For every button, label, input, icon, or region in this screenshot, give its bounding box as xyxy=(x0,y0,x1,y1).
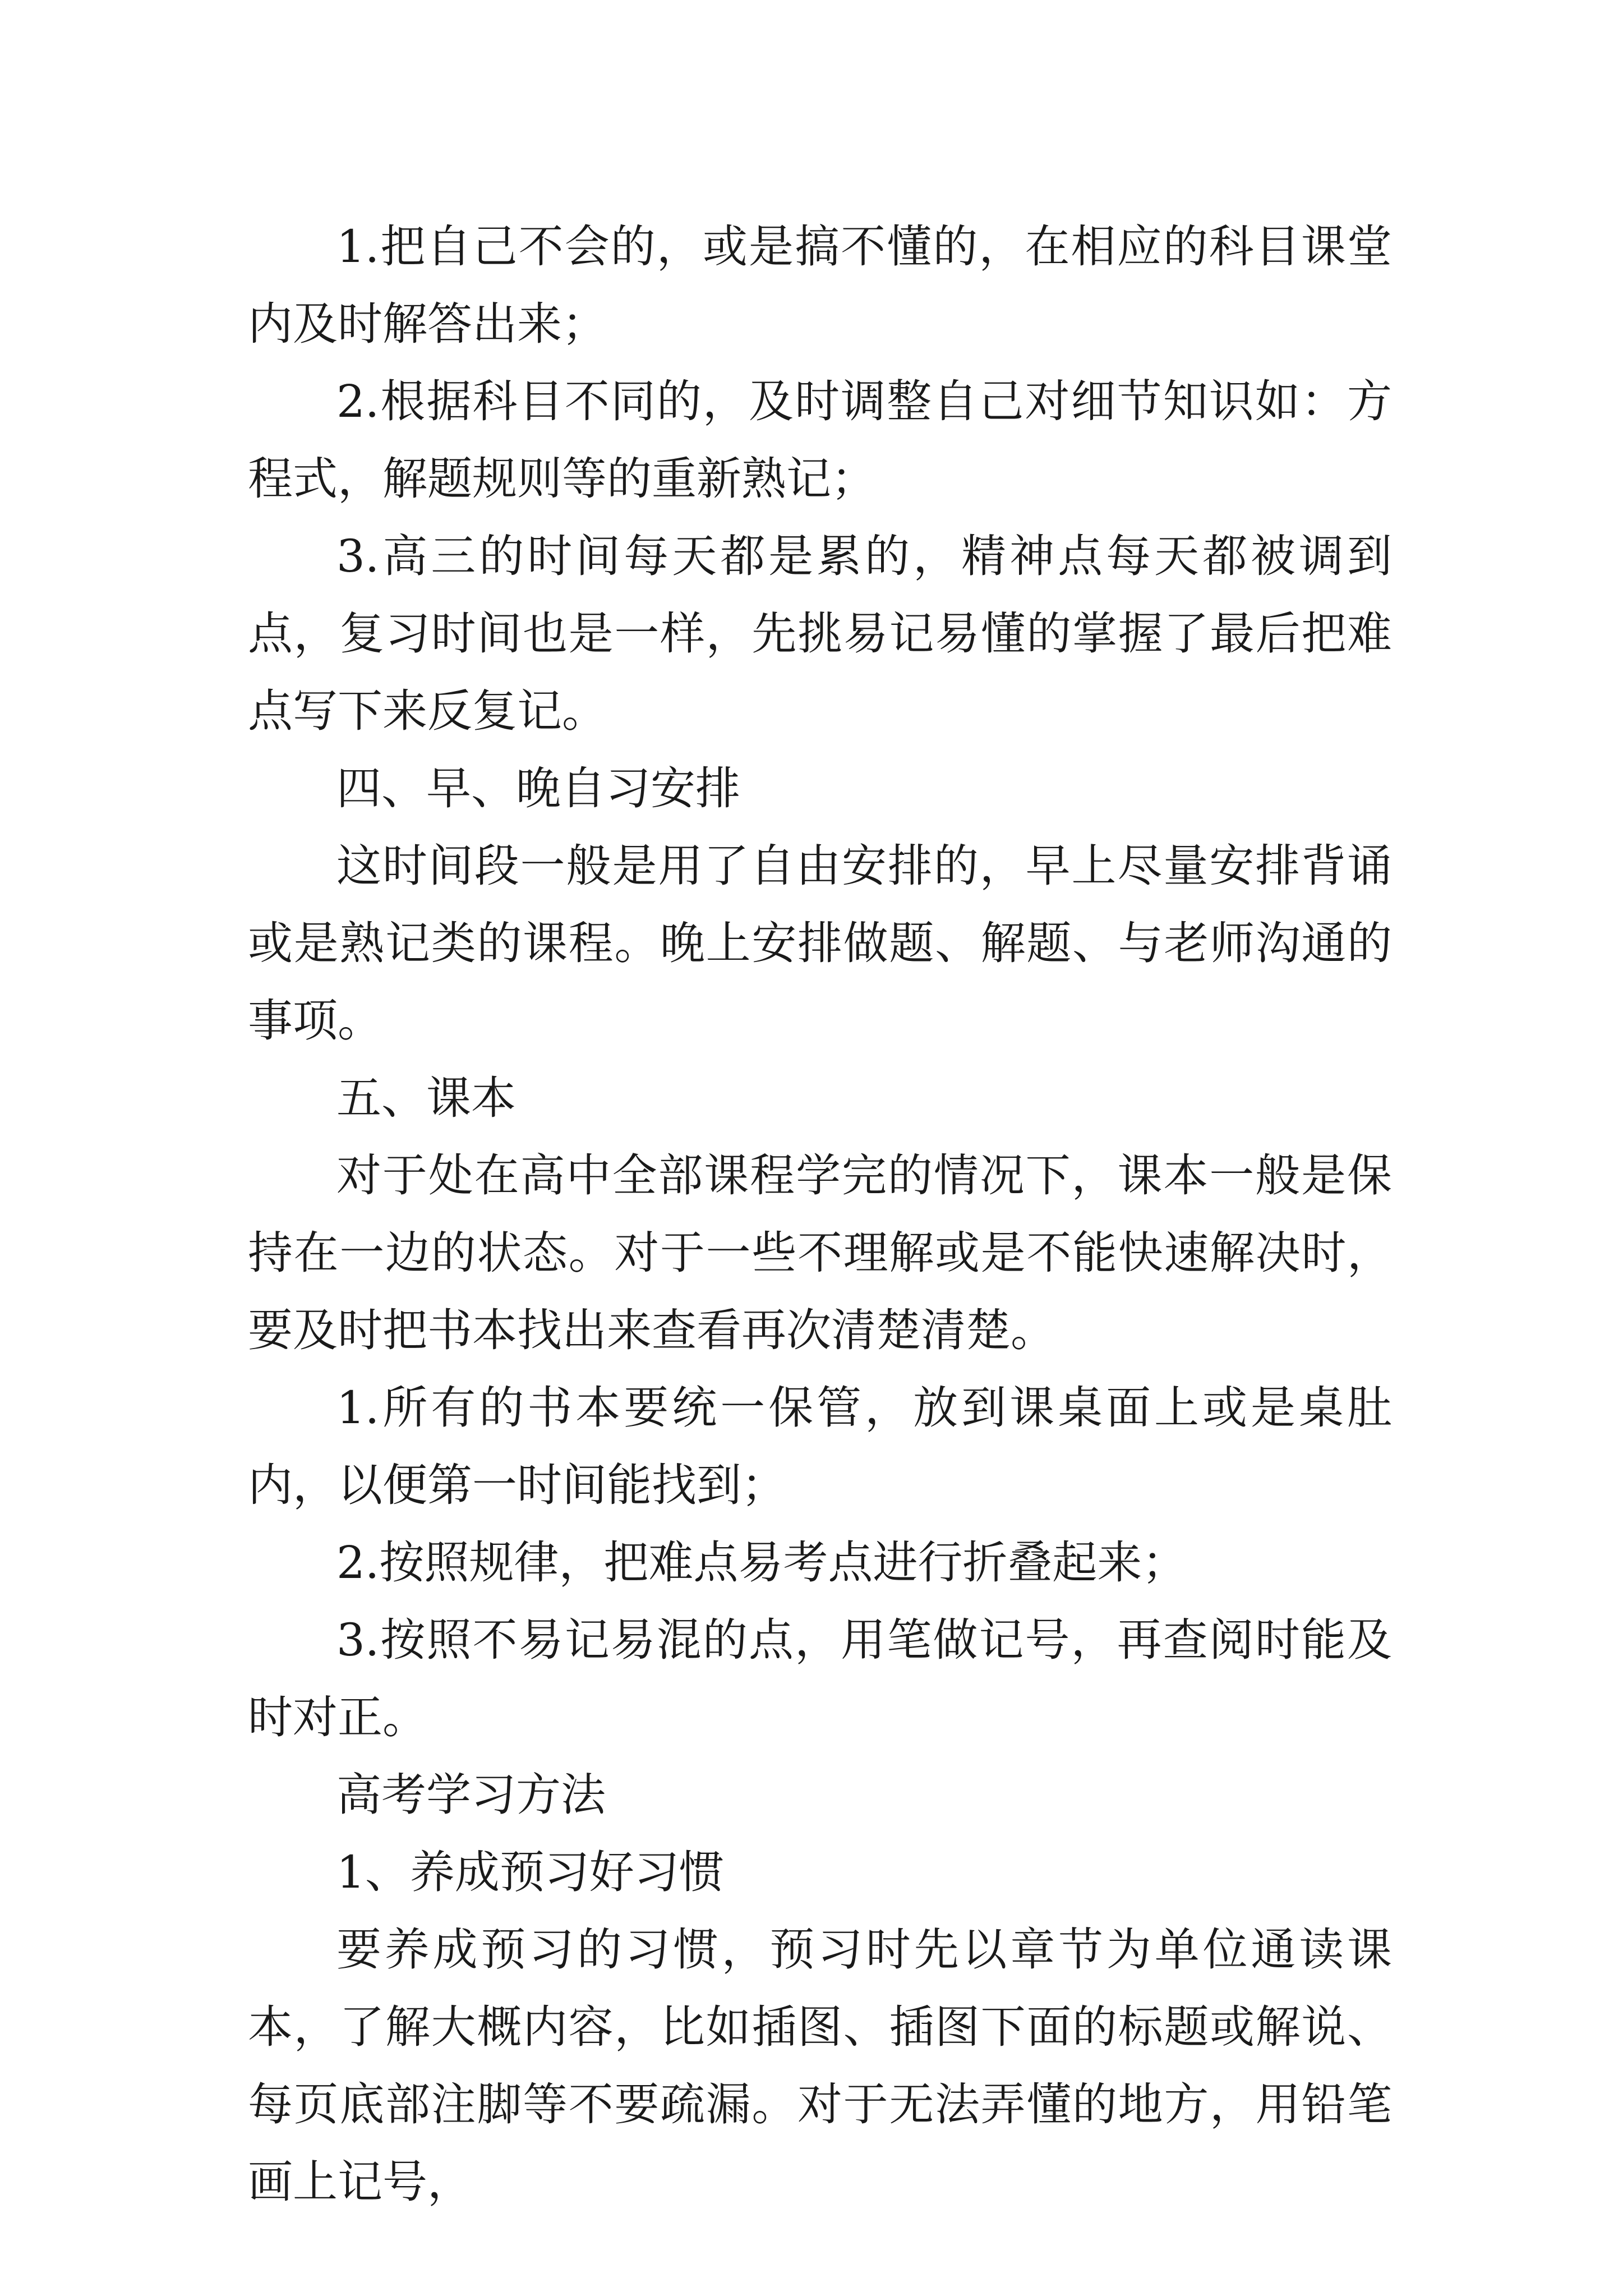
paragraph-6: 1.所有的书本要统一保管，放到课桌面上或是桌肚内，以便第一时间能找到； xyxy=(248,1382,1392,1511)
paragraph-3: 3.高三的时间每天都是累的，精神点每天都被调到点，复习时间也是一样，先挑易记易懂的掌握了最后把难点写下来反复记。 xyxy=(248,530,1392,737)
paragraph-9: 要养成预习的习惯，预习时先以章节为单位通读课本，了解大概内容，比如插图、插图下面的标题或解说、每页底部注脚等不要疏漏。对于无法弄懂的地方，用铅笔画上记号， xyxy=(248,1924,1392,2208)
document-body xyxy=(248,208,1392,2221)
subsection-heading-preview-habit: 1、养成预习好习惯 xyxy=(336,1846,724,1898)
paragraph-2: 2.根据科目不同的，及时调整自己对细节知识如：方程式，解题规则等的重新熟记； xyxy=(248,375,1392,505)
paragraph-8: 3.按照不易记易混的点，用笔做记号，再查阅时能及时对正。 xyxy=(248,1614,1392,1743)
paragraph-7: 2.按照规律，把难点易考点进行折叠起来； xyxy=(336,1536,1187,1589)
paragraph-4: 这时间段一般是用了自由安排的，早上尽量安排背诵或是熟记类的课程。晚上安排做题、解题、与老师沟通的事项。 xyxy=(248,840,1392,1047)
paragraph-1: 1.把自己不会的，或是搞不懂的，在相应的科目课堂内及时解答出来； xyxy=(248,220,1392,350)
section-heading-study-methods: 高考学习方法 xyxy=(336,1769,606,1821)
section-heading-textbook: 五、课本 xyxy=(336,1072,516,1124)
section-heading-evening-study: 四、早、晚自习安排 xyxy=(336,762,740,815)
paragraph-5: 对于处在高中全部课程学完的情况下，课本一般是保持在一边的状态。对于一些不理解或是不能快速解决时，要及时把书本找出来查看再次清楚清楚。 xyxy=(248,1149,1392,1356)
